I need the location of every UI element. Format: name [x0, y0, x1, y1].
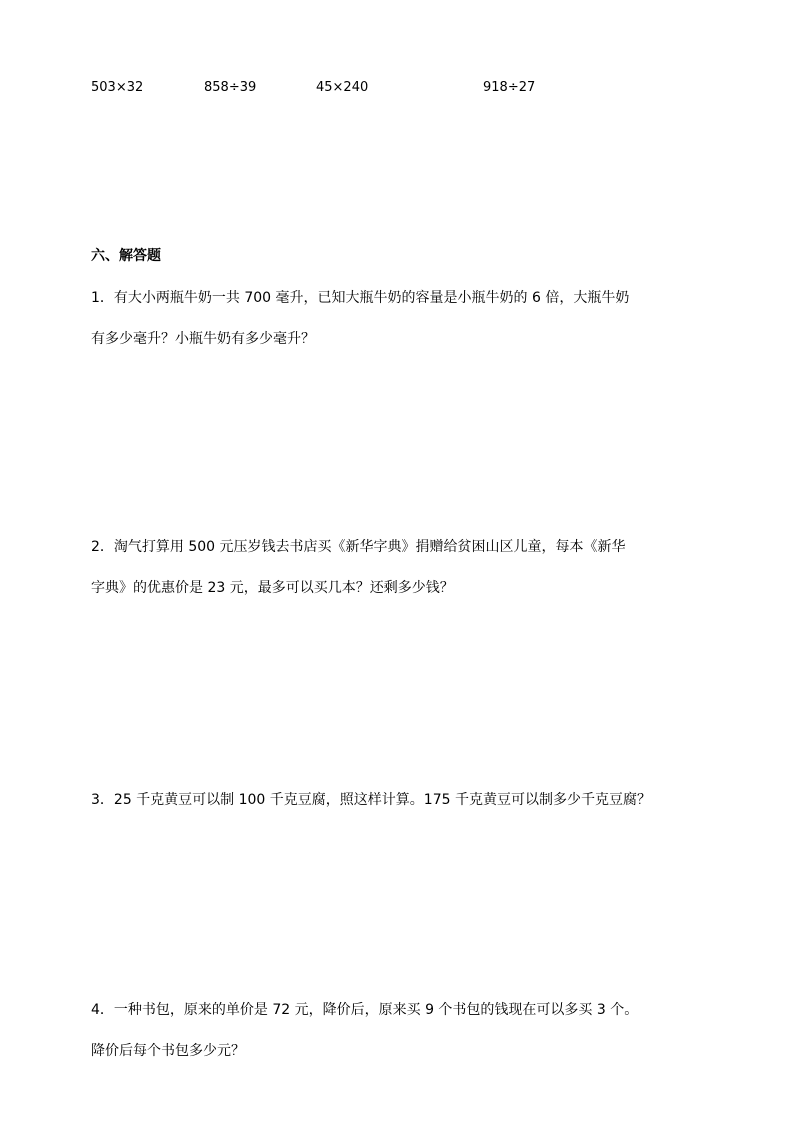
section-title: 六、解答题	[91, 248, 161, 264]
problem-1	[91, 278, 711, 360]
problem-text-line: 1．有大小两瓶牛奶一共 700 毫升，已知大瓶牛奶的容量是小瓶牛奶的 6 倍，大瓶牛奶	[91, 290, 630, 306]
calculation-row	[0, 80, 794, 100]
calculation-item: 918÷27	[483, 80, 536, 95]
problem-text-line: 有多少毫升？小瓶牛奶有多少毫升？	[91, 331, 315, 347]
calculation-item: 45×240	[316, 80, 369, 95]
problem-text-line: 4．一种书包，原来的单价是 72 元，降价后，原来买 9 个书包的钱现在可以多买 3 个。	[91, 1002, 639, 1018]
problem-3	[91, 780, 711, 821]
problem-text-line: 字典》的优惠价是 23 元，最多可以买几本？还剩多少钱？	[91, 580, 454, 596]
problem-text-line: 2．淘气打算用 500 元压岁钱去书店买《新华字典》捐赠给贫困山区儿童，每本《新华	[91, 539, 626, 555]
calculation-item: 858÷39	[204, 80, 257, 95]
calculation-item: 503×32	[91, 80, 144, 95]
problem-2	[91, 527, 711, 609]
problem-text-line: 降价后每个书包多少元？	[91, 1043, 245, 1059]
problem-4	[91, 990, 711, 1072]
problem-text-line: 3．25 千克黄豆可以制 100 千克豆腐，照这样计算。175 千克黄豆可以制多少千克豆腐？	[91, 792, 651, 808]
